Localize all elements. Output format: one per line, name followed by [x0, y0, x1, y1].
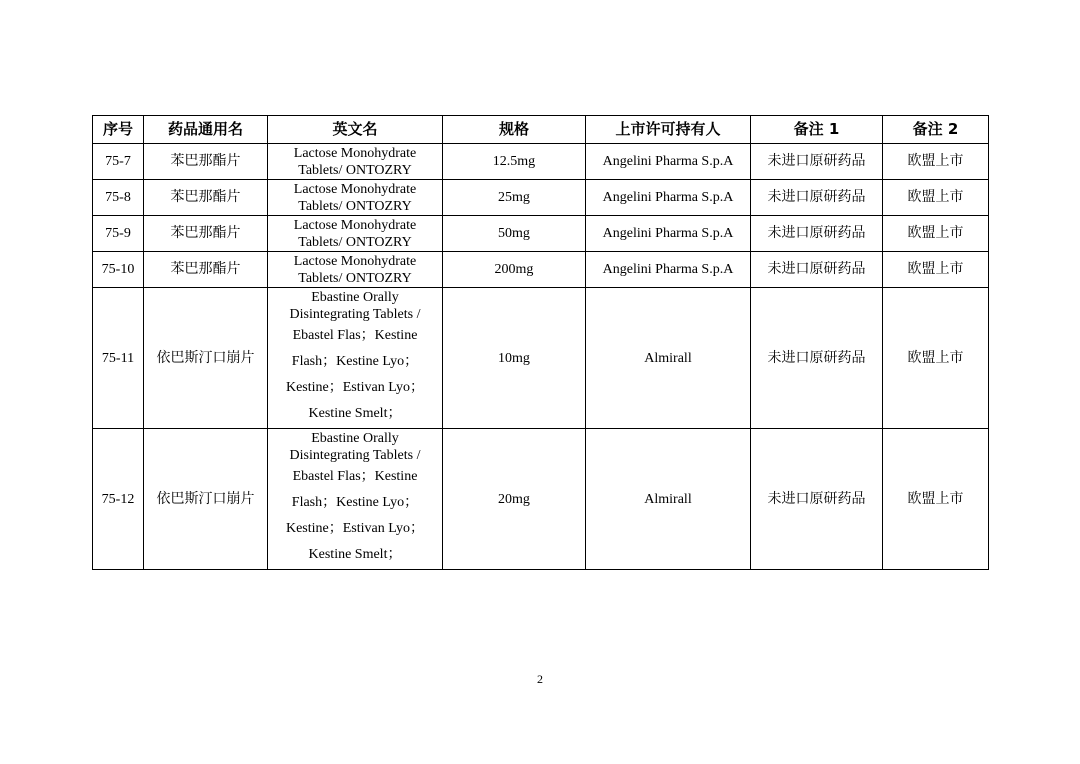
header-english-name: 英文名	[268, 116, 443, 144]
cell-english-name	[268, 216, 443, 252]
cell-note-2: 欧盟上市	[883, 144, 989, 180]
cell-spec: 20mg	[443, 429, 586, 570]
cell-spec: 50mg	[443, 216, 586, 252]
cell-generic-name: 依巴斯汀口崩片	[144, 288, 268, 429]
english-name-line: Kestine Smelt；	[308, 406, 402, 421]
cell-seq: 75-11	[93, 288, 144, 429]
english-name-line: Tablets/ ONTOZRY	[298, 270, 412, 286]
cell-generic-name: 苯巴那酯片	[144, 180, 268, 216]
header-row	[93, 116, 989, 144]
cell-note-1: 未进口原研药品	[751, 144, 883, 180]
cell-english-name	[268, 252, 443, 288]
cell-note-1: 未进口原研药品	[751, 429, 883, 570]
english-name-line: Ebastine Orally	[311, 431, 399, 446]
cell-english-name	[268, 288, 443, 429]
cell-spec: 12.5mg	[443, 144, 586, 180]
header-note-1: 备注 1	[751, 116, 883, 144]
drug-table	[92, 115, 989, 570]
cell-note-2: 欧盟上市	[883, 429, 989, 570]
cell-seq: 75-9	[93, 216, 144, 252]
cell-note-1: 未进口原研药品	[751, 252, 883, 288]
table-row	[93, 180, 989, 216]
table-body	[93, 144, 989, 570]
english-name-line: Kestine；Estivan Lyo；	[285, 380, 425, 395]
cell-holder: Angelini Pharma S.p.A	[586, 216, 751, 252]
cell-holder: Almirall	[586, 288, 751, 429]
english-name-line: Tablets/ ONTOZRY	[298, 234, 412, 250]
english-name-line: Ebastel Flas；Kestine	[292, 328, 418, 343]
english-name-line: Lactose Monohydrate	[293, 217, 417, 233]
cell-note-2: 欧盟上市	[883, 180, 989, 216]
english-name-line: Ebastel Flas；Kestine	[292, 469, 418, 484]
cell-note-2: 欧盟上市	[883, 288, 989, 429]
cell-note-1: 未进口原研药品	[751, 180, 883, 216]
cell-spec: 10mg	[443, 288, 586, 429]
cell-seq: 75-7	[93, 144, 144, 180]
english-name-line: Disintegrating Tablets /	[289, 448, 421, 463]
english-name-line: Flash；Kestine Lyo；	[291, 354, 419, 369]
header-generic-name: 药品通用名	[144, 116, 268, 144]
cell-english-name	[268, 180, 443, 216]
cell-note-2: 欧盟上市	[883, 216, 989, 252]
english-name-line: Tablets/ ONTOZRY	[298, 162, 412, 178]
english-name-line: Kestine Smelt；	[308, 547, 402, 562]
cell-english-name	[268, 429, 443, 570]
english-name-line: Tablets/ ONTOZRY	[298, 198, 412, 214]
cell-seq: 75-10	[93, 252, 144, 288]
cell-generic-name: 苯巴那酯片	[144, 252, 268, 288]
table-row	[93, 429, 989, 570]
header-spec: 规格	[443, 116, 586, 144]
cell-holder: Angelini Pharma S.p.A	[586, 252, 751, 288]
cell-note-1: 未进口原研药品	[751, 216, 883, 252]
table-header	[93, 116, 989, 144]
cell-spec: 25mg	[443, 180, 586, 216]
cell-holder: Angelini Pharma S.p.A	[586, 180, 751, 216]
cell-english-name	[268, 144, 443, 180]
table-row	[93, 288, 989, 429]
header-holder: 上市许可持有人	[586, 116, 751, 144]
cell-holder: Almirall	[586, 429, 751, 570]
english-name-line: Lactose Monohydrate	[293, 181, 417, 197]
cell-note-2: 欧盟上市	[883, 252, 989, 288]
cell-generic-name: 依巴斯汀口崩片	[144, 429, 268, 570]
english-name-line: Ebastine Orally	[311, 290, 399, 305]
header-seq: 序号	[93, 116, 144, 144]
cell-holder: Angelini Pharma S.p.A	[586, 144, 751, 180]
table-row	[93, 252, 989, 288]
english-name-line: Flash；Kestine Lyo；	[291, 495, 419, 510]
cell-seq: 75-8	[93, 180, 144, 216]
english-name-line: Disintegrating Tablets /	[289, 307, 421, 322]
page-number: 2	[537, 672, 543, 686]
table-row	[93, 216, 989, 252]
english-name-line: Lactose Monohydrate	[293, 145, 417, 161]
cell-spec: 200mg	[443, 252, 586, 288]
english-name-line: Lactose Monohydrate	[293, 253, 417, 269]
table-row	[93, 144, 989, 180]
english-name-line: Kestine；Estivan Lyo；	[285, 521, 425, 536]
cell-generic-name: 苯巴那酯片	[144, 144, 268, 180]
header-note-2: 备注 2	[883, 116, 989, 144]
cell-note-1: 未进口原研药品	[751, 288, 883, 429]
cell-generic-name: 苯巴那酯片	[144, 216, 268, 252]
cell-seq: 75-12	[93, 429, 144, 570]
